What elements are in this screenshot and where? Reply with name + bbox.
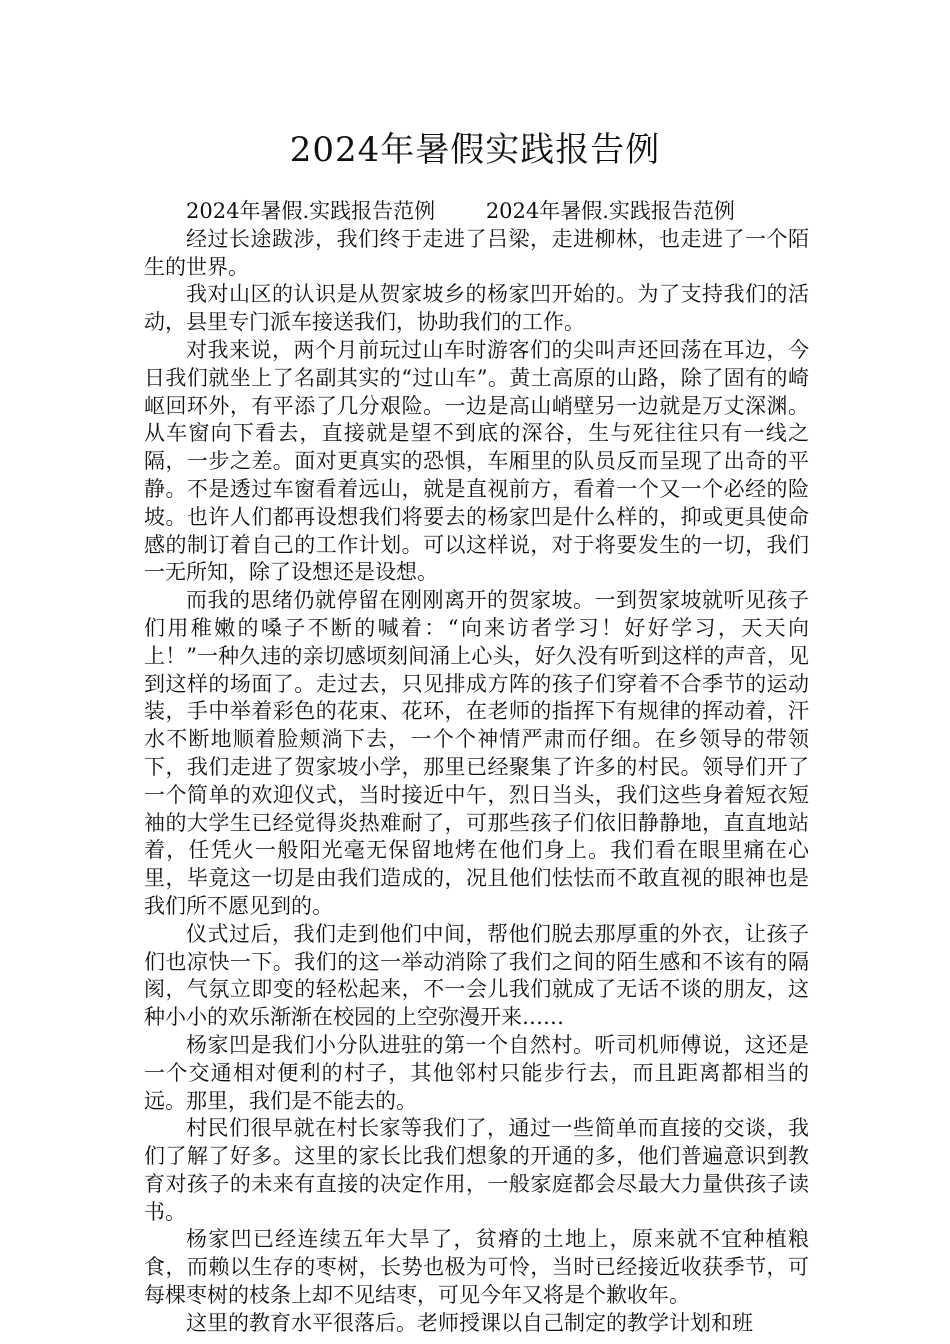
- subtitle-text: 2024年暑假.实践报告范例: [485, 199, 735, 223]
- paragraph: 村民们很早就在村长家等我们了，通过一些简单而直接的交谈，我们了解了好多。这里的家长比我们想象的开通的多，他们普遍意识到教育对孩子的未来有直接的决定作用，一般家庭都会尽最大力量供孩子读书。: [144, 1116, 809, 1224]
- subtitle-line: [144, 198, 809, 226]
- document-title: 2024年暑假实践报告例: [289, 130, 661, 170]
- paragraph: 仪式过后，我们走到他们中间，帮他们脱去那厚重的外衣，让孩子们也凉快一下。我们的这一举动消除了我们之间的陌生感和不该有的隔阂，气氛立即变的轻松起来，不一会儿我们就成了无话不谈的朋友，这种小小的欢乐渐渐在校园的上空弥漫开来……: [144, 921, 809, 1030]
- paragraph: 我对山区的认识是从贺家坡乡的杨家凹开始的。为了支持我们的活动，县里专门派车接送我们，协助我们的工作。: [144, 282, 809, 335]
- paragraph: 这里的教育水平很落后。老师授课以自己制定的教学计划和班: [186, 1310, 753, 1335]
- paragraph: 对我来说，两个月前玩过山车时游客们的尖叫声还回荡在耳边，今日我们就坐上了名副其实的“过山车”。黄土高原的山路，除了固有的崎岖回环外，有平添了几分艰险。一边是高山峭壁另一边就是万丈深渊。从车窗向下看去，直接就是望不到底的深谷，生与死往往只有一线之隔，一步之差。面对更真实的恐惧，车厢里的队员反而呈现了出奇的平静。不是透过车窗看着远山，就是直视前方，看着一个又一个必经的险坡。也许人们都再设想我们将要去的杨家凹是什么样的，抑或更具使命感的制订着自己的工作计划。可以这样说，对于将要发生的一切，我们一无所知，除了设想还是设想。: [144, 337, 809, 585]
- subtitle-text: 2024年暑假.实践报告范例: [186, 199, 436, 223]
- paragraph: 经过长途跋涉，我们终于走进了吕梁，走进柳林，也走进了一个陌生的世界。: [144, 226, 809, 279]
- document-body: [144, 198, 809, 1338]
- paragraph: 而我的思绪仍就停留在刚刚离开的贺家坡。一到贺家坡就听见孩子们用稚嫩的嗓子不断的喊着：“向来访者学习！好好学习，天天向上！”一种久违的亲切感顷刻间涌上心头，好久没有听到这样的声音，见到这样的场面了。走过去，只见排成方阵的孩子们穿着不合季节的运动装，手中举着彩色的花束、花环，在老师的指挥下有规律的挥动着，汗水不断地顺着脸颊淌下去，一个个神情严肃而仔细。在乡领导的带领下，我们走进了贺家坡小学，那里已经聚集了许多的村民。领导们开了一个简单的欢迎仪式，当时接近中午，烈日当头，我们这些身着短衣短袖的大学生已经觉得炎热难耐了，可那些孩子们依旧静静地，直直地站着，任凭火一般阳光毫无保留地烤在他们身上。我们看在眼里痛在心里，毕竟这一切是由我们造成的，况且他们怯怯而不敢直视的眼神也是我们所不愿见到的。: [144, 588, 809, 918]
- paragraph: 杨家凹是我们小分队进驻的第一个自然村。听司机师傅说，这还是一个交通相对便利的村子，其他邻村只能步行去，而且距离都相当的远。那里，我们是不能去的。: [144, 1032, 809, 1113]
- paragraph: 杨家凹已经连续五年大旱了，贫瘠的土地上，原来就不宜种植粮食，而赖以生存的枣树，长势也极为可怜，当时已经接近收获季节，可每棵枣树的枝条上却不见结枣，可见今年又将是个歉收年。: [144, 1227, 809, 1308]
